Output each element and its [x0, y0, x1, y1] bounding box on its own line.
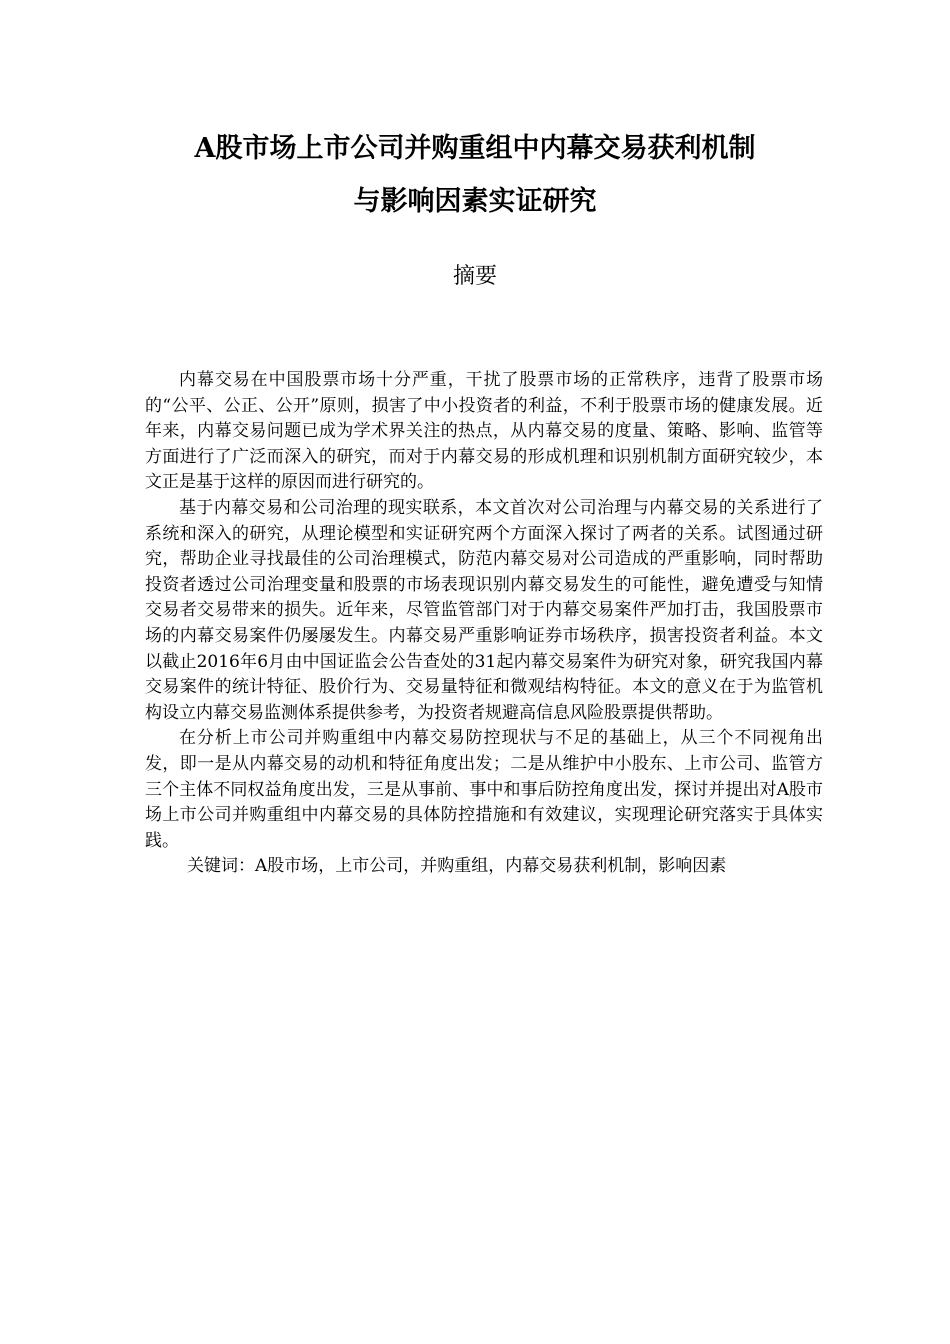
abstract-paragraph-1: 内幕交易在中国股票市场十分严重，干扰了股票市场的正常秩序，违背了股票市场的“公平、公正、公开”原则，损害了中小投资者的利益，不利于股票市场的健康发展。近年来，内幕交易问题已成为学术界关注的热点，从内幕交易的度量、策略、影响、监管等方面进行了广泛而深入的研究，而对于内幕交易的形成机理和识别机制方面研究较少，本文正是基于这样的原因而进行研究的。: [145, 370, 823, 493]
abstract-heading: 摘要: [452, 264, 497, 289]
abstract-paragraph-3: 在分析上市公司并购重组中内幕交易防控现状与不足的基础上，从三个不同视角出发，即一是从内幕交易的动机和特征角度出发；二是从维护中小股东、上市公司、监管方三个主体不同权益角度出发，三是从事前、事中和事后防控角度出发，探讨并提出对A股市场上市公司并购重组中内幕交易的具体防控措施和有效建议，实现理论研究落实于具体实践。: [145, 728, 823, 851]
abstract-body: [145, 368, 823, 880]
keywords-line: 关键词：A股市场，上市公司，并购重组，内幕交易获利机制，影响因素: [187, 856, 727, 877]
document-title-line-1: A股市场上市公司并购重组中内幕交易获利机制: [194, 133, 756, 164]
abstract-paragraph-2: 基于内幕交易和公司治理的现实联系，本文首次对公司治理与内幕交易的关系进行了系统和深入的研究，从理论模型和实证研究两个方面深入探讨了两者的关系。试图通过研究，帮助企业寻找最佳的公司治理模式，防范内幕交易对公司造成的严重影响，同时帮助投资者透过公司治理变量和股票的市场表现识别内幕交易发生的可能性，避免遭受与知情交易者交易带来的损失。近年来，尽管监管部门对于内幕交易案件严加打击，我国股票市场的内幕交易案件仍屡屡发生。内幕交易严重影响证券市场秩序，损害投资者利益。本文以截止2016年6月由中国证监会公告查处的31起内幕交易案件为研究对象，研究我国内幕交易案件的统计特征、股价行为、交易量特征和微观结构特征。本文的意义在于为监管机构设立内幕交易监测体系提供参考，为投资者规避高信息风险股票提供帮助。: [145, 497, 823, 723]
document-title-line-2: 与影响因素实证研究: [353, 186, 597, 217]
